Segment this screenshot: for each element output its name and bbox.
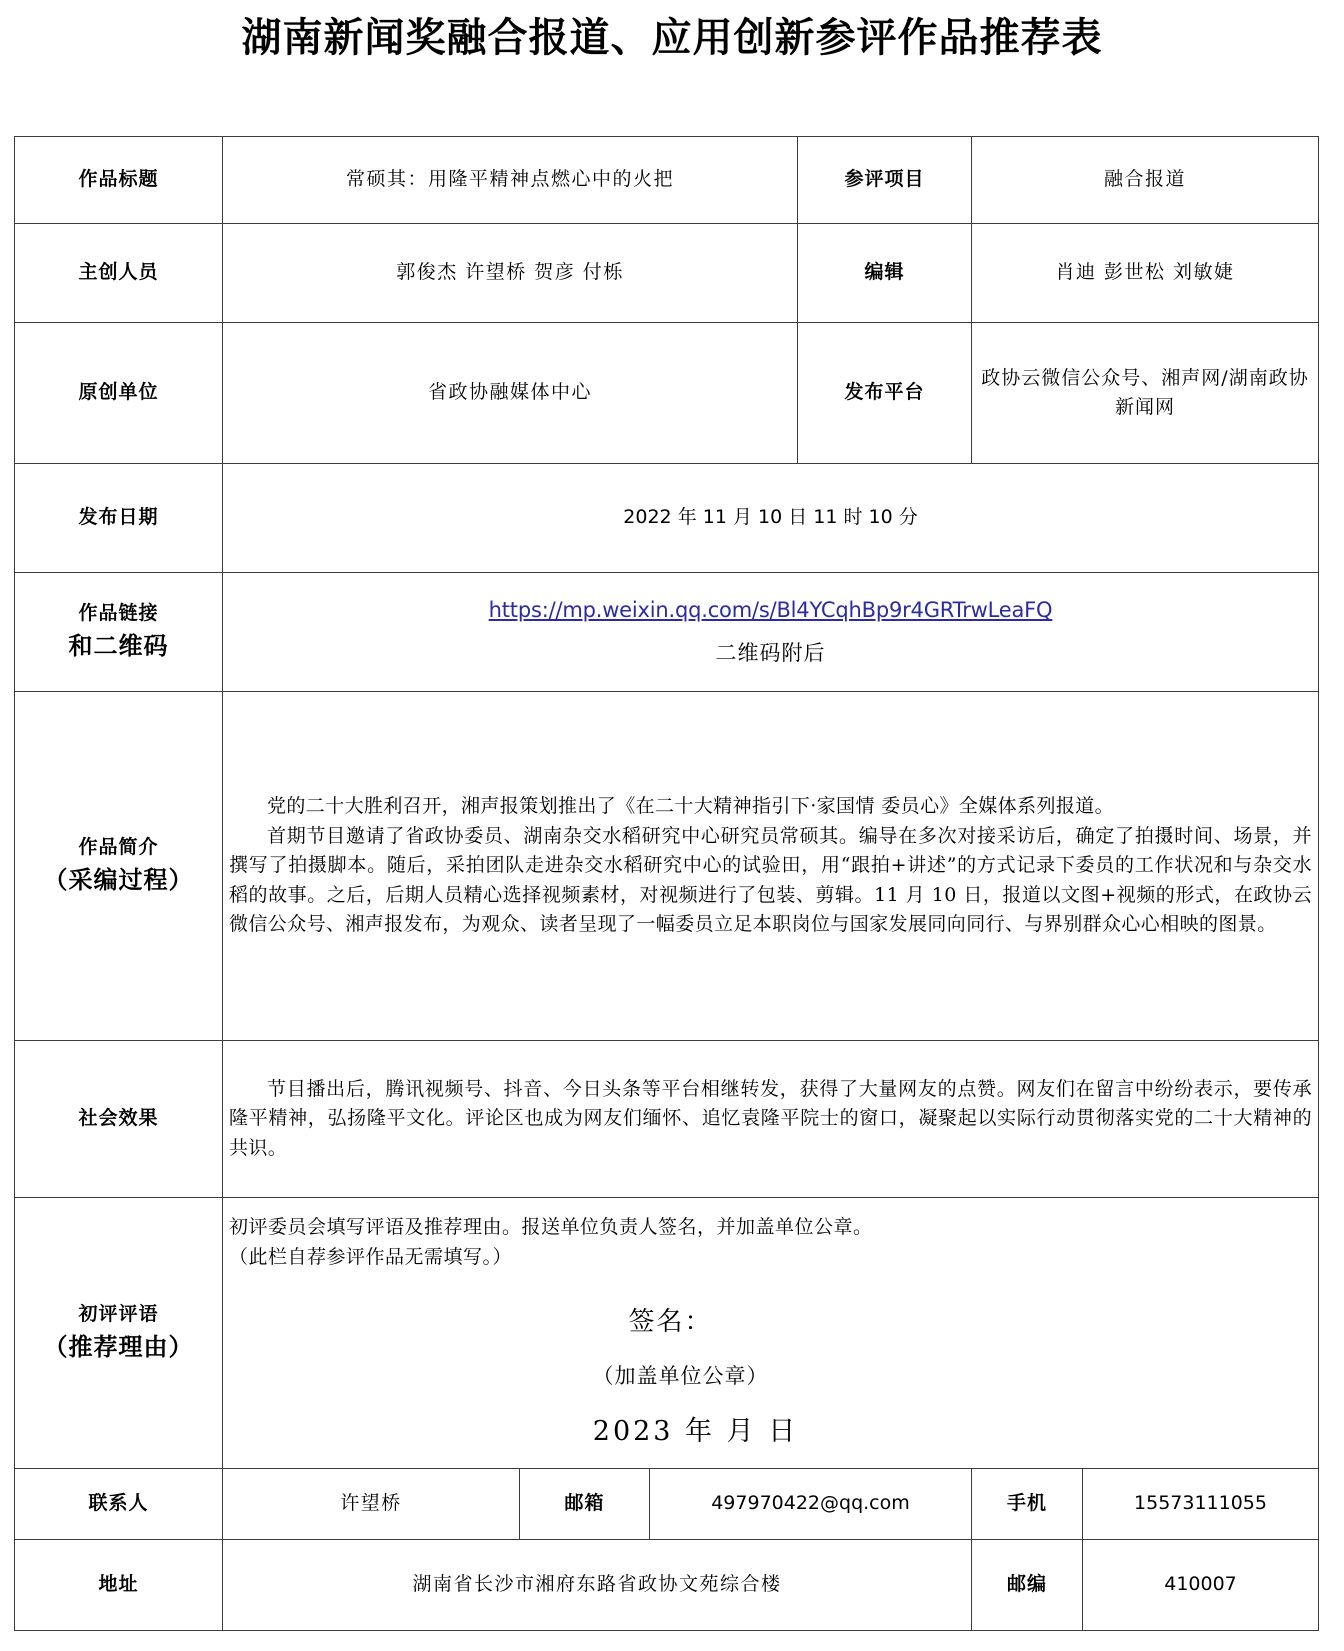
summary-label-line2: （采编过程） — [43, 866, 194, 895]
table-row — [15, 1540, 1319, 1631]
work-title-label: 作品标题 — [15, 137, 223, 224]
page-title: 湖南新闻奖融合报道、应用创新参评作品推荐表 — [241, 15, 1103, 61]
creators-value: 郭俊杰 许望桥 贺彦 付栎 — [223, 224, 798, 323]
address-value: 湖南省长沙市湘府东路省政协文苑综合楼 — [223, 1540, 972, 1631]
signature-label: 签名： — [628, 1307, 713, 1338]
table-row — [15, 323, 1319, 464]
work-link-label-line2: 和二维码 — [68, 632, 169, 661]
review-label-line2: （推荐理由） — [43, 1333, 194, 1362]
platform-value: 政协云微信公众号、湘声网/湖南政协新闻网 — [972, 323, 1319, 464]
origin-unit-label: 原创单位 — [15, 323, 223, 464]
table-row — [15, 573, 1319, 692]
social-effect-label: 社会效果 — [15, 1041, 223, 1198]
contact-label: 联系人 — [15, 1469, 223, 1540]
work-title-value: 常硕其：用隆平精神点燃心中的火把 — [223, 137, 798, 224]
summary-label — [15, 692, 223, 1041]
platform-label: 发布平台 — [798, 323, 972, 464]
publish-date-label: 发布日期 — [15, 464, 223, 573]
editors-label: 编辑 — [798, 224, 972, 323]
table-row — [15, 1041, 1319, 1198]
social-effect-cell — [223, 1041, 1319, 1198]
review-cell — [223, 1198, 1319, 1469]
review-label-line1: 初评评语 — [78, 1302, 159, 1325]
summary-label-line1: 作品简介 — [78, 835, 159, 858]
work-link-label-line1: 作品链接 — [78, 601, 159, 624]
mobile-value: 15573111055 — [1083, 1469, 1319, 1540]
address-label: 地址 — [15, 1540, 223, 1631]
summary-cell — [223, 692, 1319, 1041]
category-value: 融合报道 — [972, 137, 1319, 224]
review-instruction-line1: 初评委员会填写评语及推荐理由。报送单位负责人签名，并加盖单位公章。 — [229, 1216, 873, 1239]
postcode-value: 410007 — [1083, 1540, 1319, 1631]
social-effect-paragraph: 节目播出后，腾讯视频号、抖音、今日头条等平台相继转发，获得了大量网友的点赞。网友们在留言中纷纷表示，要传承隆平精神，弘扬隆平文化。评论区也成为网友们缅怀、追忆袁隆平院士的窗口，凝聚起以实际行动贯彻落实党的二十大精神的共识。 — [229, 1077, 1313, 1159]
contact-value: 许望桥 — [223, 1469, 520, 1540]
work-link-cell — [223, 573, 1319, 692]
table-row — [15, 1469, 1319, 1540]
review-date: 2023 年 月 日 — [592, 1415, 799, 1447]
email-label: 邮箱 — [520, 1469, 650, 1540]
editors-value: 肖迪 彭世松 刘敏婕 — [972, 224, 1319, 323]
recommendation-form-table — [14, 136, 1319, 1631]
table-row — [15, 692, 1319, 1041]
review-instruction-line2: （此栏自荐参评作品无需填写。） — [229, 1245, 513, 1268]
official-seal-note: （加盖单位公章） — [592, 1364, 769, 1389]
publish-date-value: 2022 年 11 月 10 日 11 时 10 分 — [223, 464, 1319, 573]
work-link[interactable]: https://mp.weixin.qq.com/s/Bl4YCqhBp9r4GRTrwLeaFQ — [488, 598, 1053, 623]
review-label — [15, 1198, 223, 1469]
work-link-label — [15, 573, 223, 692]
postcode-label: 邮编 — [972, 1540, 1083, 1631]
table-row — [15, 464, 1319, 573]
creators-label: 主创人员 — [15, 224, 223, 323]
table-row — [15, 1198, 1319, 1469]
table-row — [15, 137, 1319, 224]
summary-paragraph-1: 党的二十大胜利召开，湘声报策划推出了《在二十大精神指引下·家国情 委员心》全媒体系列报道。 — [267, 795, 1115, 818]
category-label: 参评项目 — [798, 137, 972, 224]
email-value: 497970422@qq.com — [650, 1469, 972, 1540]
table-row — [15, 224, 1319, 323]
origin-unit-value: 省政协融媒体中心 — [223, 323, 798, 464]
summary-paragraph-2: 首期节目邀请了省政协委员、湖南杂交水稻研究中心研究员常硕其。编导在多次对接采访后，确定了拍摄时间、场景，并撰写了拍摄脚本。随后，采拍团队走进杂交水稻研究中心的试验田，用“跟拍+讲述”的方式记录下委员的工作状况和与杂交水稻的故事。之后，后期人员精心选择视频素材，对视频进行了包装、剪辑。11 月 10 日，报道以文图+视频的形式，在政协云微信公众号、湘声报发布，为观众、读者呈现了一幅委员立足本职岗位与国家发展同向同行、与界别群众心心相映的图景。 — [229, 824, 1313, 936]
qr-code-note: 二维码附后 — [715, 641, 826, 665]
mobile-label: 手机 — [972, 1469, 1083, 1540]
